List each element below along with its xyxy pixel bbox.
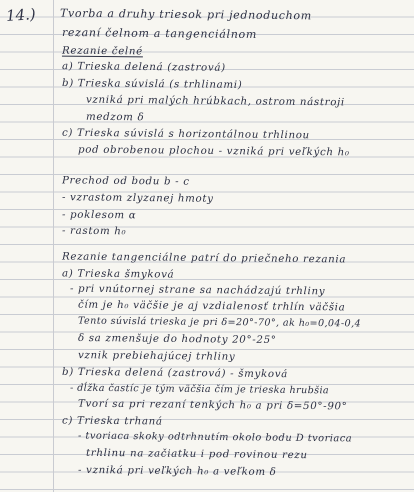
text-line: vznik prebiehajúcej trhliny: [77, 350, 236, 363]
text-line: a) Trieska šmyková: [61, 268, 175, 281]
text-line: b) Trieska súvislá (s trhlinami): [61, 78, 243, 91]
margin-line: [53, 0, 54, 492]
text-line: Tento súvislá trieska je pri δ=20°-70°, ak h₀=0,04-0,4: [77, 315, 362, 330]
text-line: b) Trieska delená (zastrová) - šmyková: [61, 366, 289, 381]
section-heading-face-cutting: Rezanie čelné: [61, 45, 143, 58]
question-number: 14.): [5, 4, 37, 26]
text-line: trhlinu na začiatku i pod rovinou rezu: [85, 447, 308, 462]
text-line: - pri vnútornej strane sa nachádzajú trhliny: [69, 283, 326, 298]
topic-title-line-2: rezaní čelnom a tangenciálnom: [61, 25, 258, 42]
text-line: - rastom h₀: [61, 225, 127, 238]
text-line: - tvoriaca skoky odtrhnutím okolo bodu D tvoriaca: [77, 430, 353, 445]
text-line: - vzrastom zlyzanej hmoty: [61, 192, 214, 205]
text-line: vzniká pri malých hrúbkach, ostrom nástroji: [85, 94, 345, 109]
text-line: - vzniká pri veľkých h₀ a veľkom δ: [77, 464, 277, 479]
text-line: čím je h₀ väčšie je aj vzdialenosť trhlín väčšia: [77, 299, 346, 314]
topic-title-line-1: Tvorba a druhy triesok pri jednoduchom: [59, 6, 312, 23]
text-line: pod obrobenou plochou - vzniká pri veľkých h₀: [77, 144, 350, 159]
text-line: c) Trieska trhaná: [61, 415, 163, 428]
text-line: Tvorí sa pri rezaní tenkých h₀ a pri δ=50°-90°: [77, 398, 348, 413]
text-line: c) Trieska súvislá s horizontálnou trhlinou: [61, 127, 310, 142]
text-line: a) Trieska delená (zastrová): [61, 61, 226, 74]
text-line: Prechod od bodu b - c: [61, 175, 190, 188]
text-line: medzom δ: [85, 111, 145, 124]
text-line: - poklesom α: [61, 209, 137, 222]
section-heading-tangential-cutting: Rezanie tangenciálne patrí do priečneho rezania: [61, 251, 347, 266]
text-line: δ sa zmenšuje do hodnoty 20°-25°: [77, 332, 277, 347]
text-line: - dĺžka častíc je tým väčšia čím je trieska hrubšia: [69, 382, 330, 397]
